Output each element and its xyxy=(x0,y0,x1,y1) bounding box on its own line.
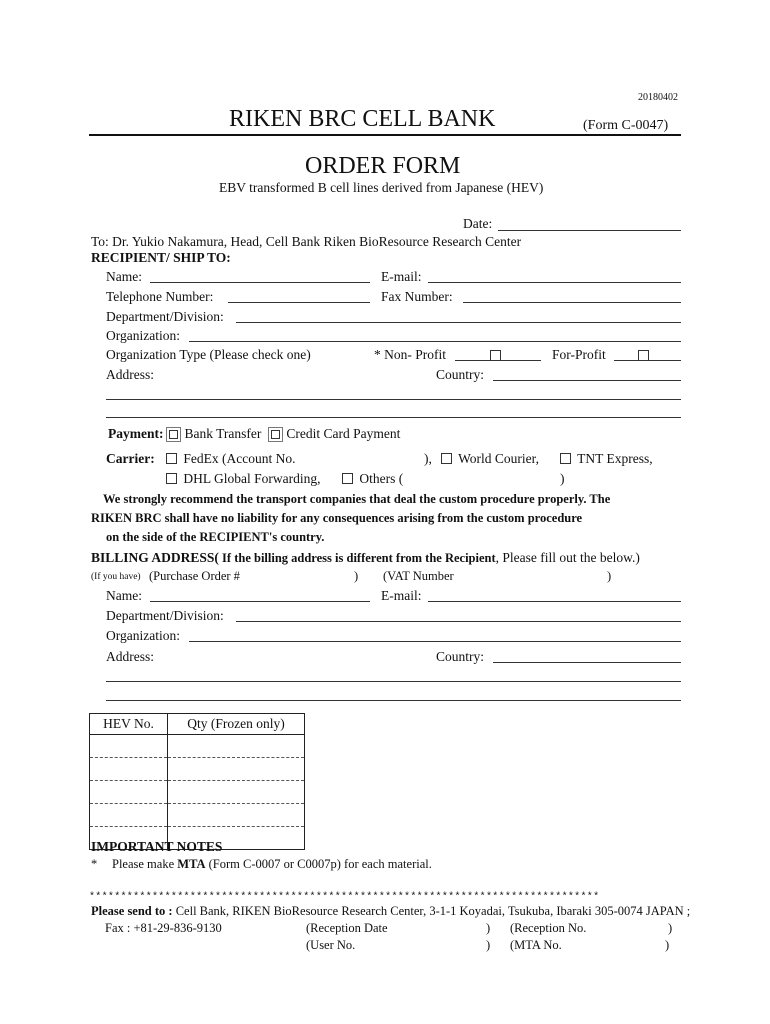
recipient-country-label: Country: xyxy=(436,367,485,382)
recipient-address-line-1[interactable] xyxy=(106,399,681,400)
recipient-department-label: Department/Division: xyxy=(106,309,224,324)
reception-date-close: ) xyxy=(486,921,491,935)
reception-no-label: (Reception No. xyxy=(510,921,587,935)
qty-cell[interactable] xyxy=(168,758,305,781)
non-profit-checkbox[interactable] xyxy=(490,350,501,361)
user-no-label: (User No. xyxy=(306,938,356,952)
fax-field[interactable] xyxy=(463,302,681,303)
billing-email-label: E-mail: xyxy=(381,588,422,603)
vat-number-label: (VAT Number xyxy=(383,569,454,583)
table-row xyxy=(90,781,305,804)
world-courier-checkbox[interactable] xyxy=(441,453,452,464)
hev-no-cell[interactable] xyxy=(90,735,168,758)
for-profit-label: For-Profit xyxy=(552,347,606,362)
fedex-checkbox[interactable] xyxy=(166,453,177,464)
qty-cell[interactable] xyxy=(168,735,305,758)
billing-heading xyxy=(91,550,640,566)
qty-cell[interactable] xyxy=(168,781,305,804)
recipient-name-label: Name: xyxy=(106,269,142,284)
recipient-address-label: Address: xyxy=(106,367,154,382)
header-rule xyxy=(89,134,681,136)
fax-label: Fax Number: xyxy=(381,289,453,304)
tnt-label: TNT Express, xyxy=(577,451,653,466)
billing-organization-field[interactable] xyxy=(189,641,681,642)
reception-date-label: (Reception Date xyxy=(306,921,388,935)
billing-department-label: Department/Division: xyxy=(106,608,224,623)
for-profit-checkbox[interactable] xyxy=(638,350,649,361)
document-code: 20180402 xyxy=(638,92,678,103)
qty-header: Qty (Frozen only) xyxy=(168,714,305,735)
billing-heading-condition: If the billing address is different from the Recipient xyxy=(218,551,496,565)
tnt-checkbox[interactable] xyxy=(560,453,571,464)
send-to-address: Cell Bank, RIKEN BioResource Research Center, 3-1-1 Koyadai, Tsukuba, Ibaraki 305-0074 JAPAN ; xyxy=(172,904,691,918)
recipient-name-field[interactable] xyxy=(150,282,370,283)
telephone-field[interactable] xyxy=(228,302,370,303)
others-option[interactable] xyxy=(339,471,403,487)
recipient-organization-label: Organization: xyxy=(106,328,180,343)
addressee-line: To: Dr. Yukio Nakamura, Head, Cell Bank Riken BioResource Research Center xyxy=(91,234,522,249)
non-profit-label: * Non- Profit xyxy=(374,347,446,362)
page-title: ORDER FORM xyxy=(305,153,461,179)
notes-text-before: Please make xyxy=(112,857,178,871)
recipient-email-field[interactable] xyxy=(428,282,681,283)
notes-mta: MTA xyxy=(177,857,206,871)
hev-no-header: HEV No. xyxy=(90,714,168,735)
fedex-option[interactable] xyxy=(163,451,295,467)
billing-country-label: Country: xyxy=(436,649,485,664)
others-checkbox[interactable] xyxy=(342,473,353,484)
dhl-label: DHL Global Forwarding, xyxy=(183,471,321,486)
billing-heading-instruction: , Please fill out the below.) xyxy=(495,550,640,565)
reception-no-close: ) xyxy=(668,921,673,935)
notice-line-1: We strongly recommend the transport companies that deal the custom procedure properly. The xyxy=(103,492,611,506)
billing-heading-title: BILLING ADDRESS( xyxy=(91,550,219,565)
date-label: Date: xyxy=(463,216,493,231)
carrier-label: Carrier: xyxy=(106,451,155,466)
separator-stars: ********************************************************************************* xyxy=(89,892,600,903)
hev-no-cell[interactable] xyxy=(90,758,168,781)
organization-title: RIKEN BRC CELL BANK xyxy=(229,106,496,132)
send-to-line xyxy=(91,904,690,919)
billing-organization-label: Organization: xyxy=(106,628,180,643)
hev-no-cell[interactable] xyxy=(90,804,168,827)
recipient-address-line-2[interactable] xyxy=(106,417,681,418)
billing-name-field[interactable] xyxy=(150,601,370,602)
mta-no-label: (MTA No. xyxy=(510,938,562,952)
important-notes-heading: IMPORTANT NOTES xyxy=(91,839,223,854)
billing-address-label: Address: xyxy=(106,649,154,664)
form-number: (Form C-0047) xyxy=(583,118,669,133)
tnt-option[interactable] xyxy=(557,451,653,467)
dhl-option[interactable] xyxy=(163,471,320,487)
fedex-label: FedEx (Account No. xyxy=(183,451,296,466)
payment-label: Payment: xyxy=(108,426,164,441)
billing-country-field[interactable] xyxy=(493,662,681,663)
dhl-checkbox[interactable] xyxy=(166,473,177,484)
bank-transfer-label: Bank Transfer xyxy=(184,426,262,441)
others-label: Others ( xyxy=(359,471,404,486)
telephone-label: Telephone Number: xyxy=(106,289,214,304)
recipient-country-field[interactable] xyxy=(493,380,681,381)
date-field[interactable] xyxy=(498,230,681,231)
send-to-label: Please send to : xyxy=(91,904,173,918)
billing-name-label: Name: xyxy=(106,588,142,603)
table-row xyxy=(90,758,305,781)
notes-text xyxy=(112,857,432,872)
hev-order-table xyxy=(89,713,305,850)
vat-number-close: ) xyxy=(607,569,612,583)
organization-type-label: Organization Type (Please check one) xyxy=(106,347,311,362)
table-header-row xyxy=(90,714,305,735)
world-courier-option[interactable] xyxy=(438,451,539,467)
table-row xyxy=(90,804,305,827)
qty-cell[interactable] xyxy=(168,804,305,827)
purchase-order-close: ) xyxy=(354,569,359,583)
fax-number: Fax : +81-29-836-9130 xyxy=(105,921,222,935)
recipient-heading: RECIPIENT/ SHIP TO: xyxy=(91,250,231,265)
if-you-have-label: (If you have) xyxy=(91,572,141,582)
billing-address-line-2[interactable] xyxy=(106,700,681,701)
user-no-close: ) xyxy=(486,938,491,952)
recipient-department-field[interactable] xyxy=(236,322,681,323)
table-row xyxy=(90,735,305,758)
credit-card-checkbox[interactable] xyxy=(271,430,280,439)
billing-email-field[interactable] xyxy=(428,601,681,602)
fedex-close: ), xyxy=(424,451,432,466)
notes-bullet: * xyxy=(91,857,98,871)
notes-text-after: (Form C-0007 or C0007p) for each material. xyxy=(205,857,432,871)
page-subtitle: EBV transformed B cell lines derived from Japanese (HEV) xyxy=(219,180,544,195)
others-close: ) xyxy=(560,471,565,486)
purchase-order-label: (Purchase Order # xyxy=(149,569,240,583)
notice-line-2: RIKEN BRC shall have no liability for any consequences arising from the custom procedure xyxy=(91,511,583,525)
recipient-organization-field[interactable] xyxy=(189,341,681,342)
notice-line-3: on the side of the RECIPIENT's country. xyxy=(106,530,325,544)
world-courier-label: World Courier, xyxy=(458,451,539,466)
recipient-email-label: E-mail: xyxy=(381,269,422,284)
billing-department-field[interactable] xyxy=(236,621,681,622)
billing-address-line-1[interactable] xyxy=(106,681,681,682)
mta-no-close: ) xyxy=(665,938,670,952)
credit-card-label: Credit Card Payment xyxy=(286,426,401,441)
hev-no-cell[interactable] xyxy=(90,781,168,804)
bank-transfer-checkbox[interactable] xyxy=(169,430,178,439)
payment-row xyxy=(108,426,400,442)
